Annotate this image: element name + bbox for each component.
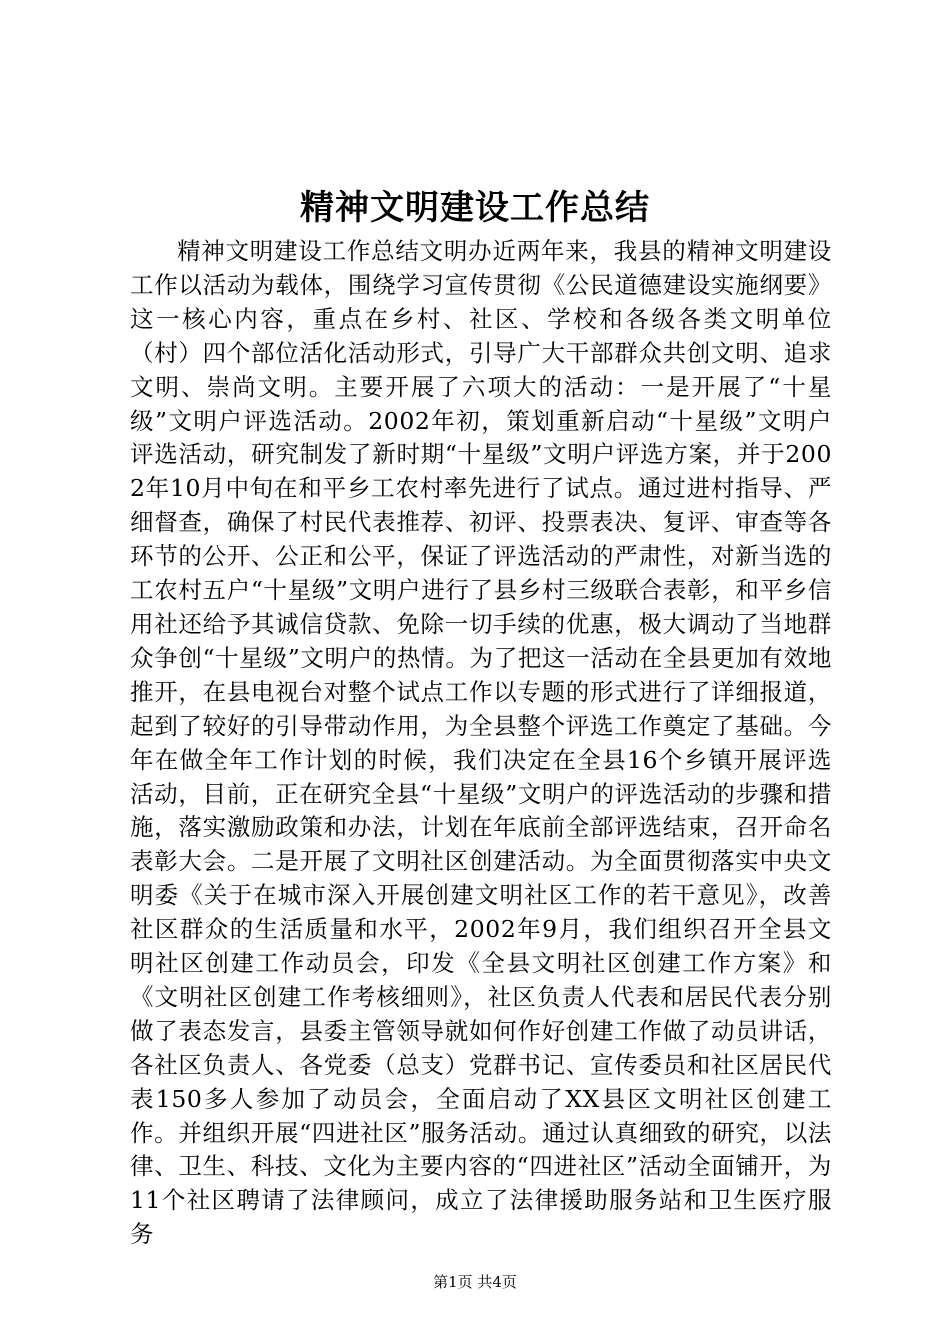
document-title: 精神文明建设工作总结 (300, 188, 650, 228)
document-body-paragraph: 精神文明建设工作总结文明办近两年来，我县的精神文明建设工作以活动为载体，围绕学习宣传贯彻《公民道德建设实施纲要》这一核心内容，重点在乡村、社区、学校和各级各类文明单位（村）四个部位活化活动形式，引导广大干部群众共创文明、追求文明、崇尚文明。主要开展了六项大的活动：一是开展了“十星级”文明户评选活动。2002年初，策划重新启动“十星级”文明户评选活动，研究制发了新时期“十星级”文明户评选方案，并于2002年10月中旬在和平乡工农村率先进行了试点。通过进村指导、严细督查，确保了村民代表推荐、初评、投票表决、复评、审查等各环节的公开、公正和公平，保证了评选活动的严肃性，对新当选的工农村五户“十星级”文明户进行了县乡村三级联合表彰，和平乡信用社还给予其诚信贷款、免除一切手续的优惠，极大调动了当地群众争创“十星级”文明户的热情。为了把这一活动在全县更加有效地推开，在县电视台对整个试点工作以专题的形式进行了详细报道，起到了较好的引导带动作用，为全县整个评选工作奠定了基础。今年在做全年工作计划的时候，我们决定在全县16个乡镇开展评选活动，目前，正在研究全县“十星级”文明户的评选活动的步骤和措施，落实激励政策和办法，计划在年底前全部评选结束，召开命名表彰大会。二是开展了文明社区创建活动。为全面贯彻落实中央文明委《关于在城市深入开展创建文明社区工作的若干意见》，改善社区群众的生活质量和水平，2002年9月，我们组织召开全县文明社区创建工作动员会，印发《全县文明社区创建工作方案》和《文明社区创建工作考核细则》，社区负责人代表和居民代表分别做了表态发言，县委主管领导就如何作好创建工作做了动员讲话，各社区负责人、各党委（总支）党群书记、宣传委员和社区居民代表150多人参加了动员会，全面启动了XX县区文明社区创建工作。并组织开展“四进社区”服务活动。通过认真细致的研究，以法律、卫生、科技、文化为主要内容的“四进社区”活动全面铺开，为11个社区聘请了法律顾问，成立了法律援助服务站和卫生医疗服务 (130, 237, 832, 1249)
page-number-footer: 第1页 共4页 (433, 1273, 517, 1291)
